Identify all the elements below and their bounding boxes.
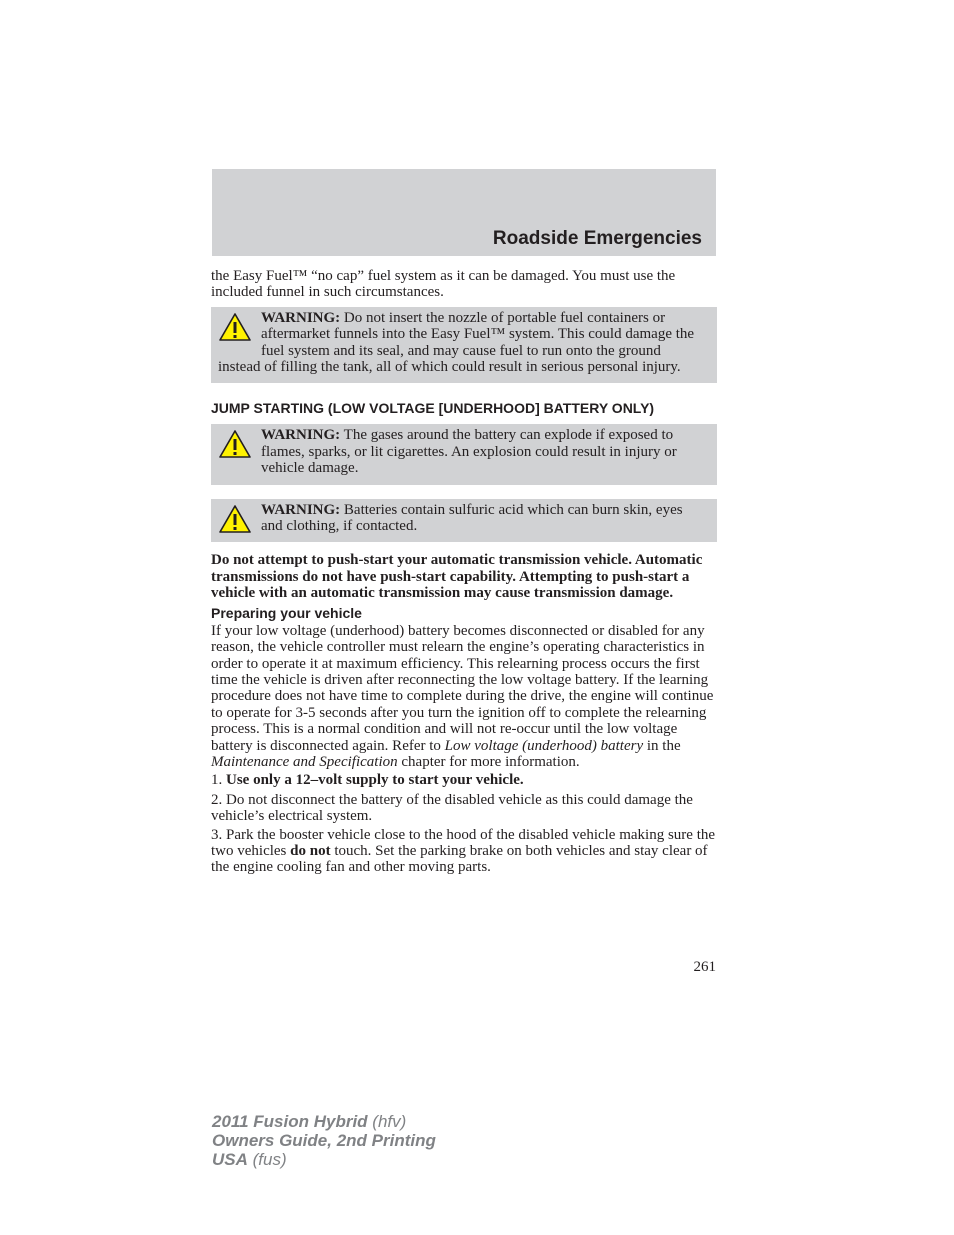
warning-text: Batteries contain sulfuric acid which can burn skin, eyes and clothing, if contacted.: [261, 501, 683, 535]
warning-label: WARNING:: [261, 427, 341, 444]
header-band: [212, 169, 716, 256]
intro-paragraph: the Easy Fuel™ “no cap” fuel system as it can be damaged. You must use the included funnel in such circumstances.: [211, 268, 676, 301]
step-3-text-end: touch. Set the parking brake on both vehicles and stay clear of the engine cooling fan and other moving parts.: [211, 842, 708, 876]
footer-market: USA: [212, 1150, 248, 1169]
preparing-heading: Preparing your vehicle: [211, 604, 362, 621]
section-title: Roadside Emergencies: [492, 228, 702, 249]
warning-box-explosion: [211, 424, 717, 484]
step-1-text: Use only a 12–volt supply to start your vehicle.: [226, 772, 524, 789]
footer-model-code: (hfv): [367, 1112, 407, 1131]
step-3-text: 3. Park the booster vehicle close to the hood of the disabled vehicle making sure the two vehicles: [211, 826, 716, 859]
footer: [212, 1112, 436, 1169]
push-start-notice: Do not attempt to push-start your automatic transmission vehicle. Automatic transmissions do not have push-start capability. Attempting to push-start a vehicle with an automatic transmission may cause transmission damage.: [211, 552, 703, 602]
footer-model-line: [212, 1112, 436, 1131]
preparing-paragraph: [211, 623, 717, 771]
step-2: 2. Do not disconnect the battery of the disabled vehicle as this could damage the vehicle’s electrical system.: [211, 791, 693, 825]
warning-text: Do not insert the nozzle of portable fuel containers or aftermarket funnels into the Easy Fuel™ system. This could damage the fuel system and its seal, and may cause fuel to run onto the ground instead of filling the tank, all of which could result in serious personal injury.: [218, 309, 695, 376]
footer-model: 2011 Fusion Hybrid: [212, 1112, 368, 1131]
warning-text: The gases around the battery can explode if exposed to flames, sparks, or lit cigarettes. An explosion could result in injury or vehicle damage.: [261, 427, 677, 477]
warning-label: WARNING:: [261, 501, 341, 518]
warning-box-acid: [211, 499, 717, 543]
page-number: 261: [693, 959, 716, 975]
footer-market-code: (fus): [247, 1150, 287, 1169]
warning-triangle-icon: [218, 311, 252, 343]
warning-label: WARNING:: [261, 309, 341, 326]
preparing-text-end: chapter for more information.: [397, 753, 580, 770]
page-content: [211, 268, 717, 876]
reference-joiner: in the: [643, 737, 681, 754]
warning-triangle-icon: [218, 428, 252, 460]
footer-market-line: [212, 1150, 436, 1169]
warning-triangle-icon: [218, 503, 252, 535]
step-3-emphasis: do not: [290, 842, 331, 859]
footer-guide: Owners Guide, 2nd Printing: [212, 1131, 436, 1150]
step-3: [211, 827, 717, 876]
step-1: [211, 772, 717, 788]
reference-topic: Low voltage (underhood) battery: [444, 737, 644, 754]
reference-chapter: Maintenance and Specification: [211, 753, 398, 770]
preparing-text: If your low voltage (underhood) battery becomes disconnected or disabled for any reason, the vehicle controller must relearn the engine’s operating characteristics in order to operate it at maximum efficiency. This relearning process occurs the first time the vehicle is driven after reconnecting the low voltage battery. If the learning procedure does not have time to complete during the drive, the engine will continue to operate for 3-5 seconds after you turn the ignition off to complete the relearning process. This is a normal condition and will not re-occur until the low voltage battery is disconnected again. Refer to: [211, 622, 714, 754]
jump-starting-heading: JUMP STARTING (LOW VOLTAGE [UNDERHOOD] BATTERY ONLY): [211, 400, 655, 417]
warning-box-fuel: [211, 307, 717, 384]
step-1-number: 1.: [211, 772, 226, 789]
